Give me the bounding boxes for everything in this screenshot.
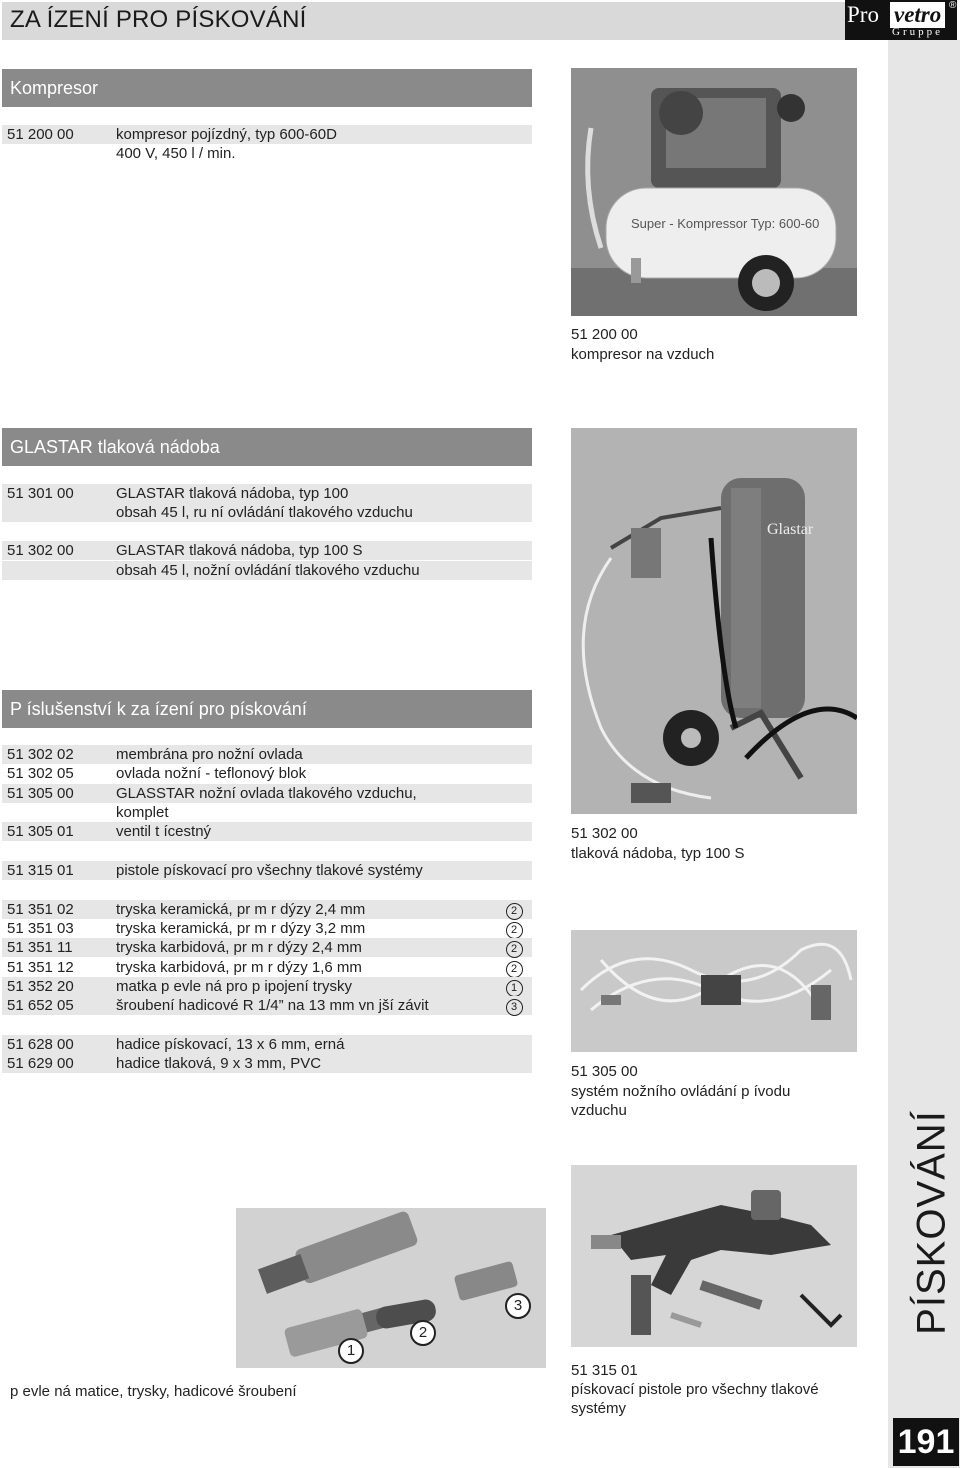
page-number: 191 — [893, 1418, 959, 1466]
pistol-caption-line1: pískovací pistole pro všechny tlakové — [571, 1381, 819, 1398]
table-row: komplet — [116, 804, 169, 821]
section-header-accessories: P íslušenství k za ízení pro pískování — [2, 690, 532, 728]
table-row: obsah 45 l, ru ní ovládání tlakového vzduchu — [2, 503, 532, 522]
compressor-photo — [571, 68, 857, 316]
pistol-caption-code: 51 315 01 — [571, 1362, 638, 1379]
compressor-label: Super - Kompressor Typ: 600-60 — [631, 216, 820, 231]
table-row: 51 305 00 GLASSTAR nožní ovlada tlakového vzduchu, — [2, 784, 532, 803]
logo-gruppe: Gruppe — [892, 26, 943, 38]
table-row: 51 629 00 hadice tlaková, 9 x 3 mm, PVC — [2, 1054, 532, 1073]
table-row: 51 200 00 kompresor pojízdný, typ 600-60D — [2, 125, 532, 144]
table-row: 51 302 05 ovlada nožní - teflonový blok — [7, 765, 307, 782]
fittings-photo — [236, 1208, 546, 1368]
fittings-caption: p evle ná matice, trysky, hadicové šroubení — [10, 1383, 297, 1400]
logo-vetro: vetro — [890, 2, 945, 28]
table-row: 51 351 12 tryska karbidová, pr m r dýzy 1,6 mm 2 — [2, 958, 532, 977]
part-marker: 3 — [505, 996, 523, 1016]
logo-registered: ® — [949, 0, 957, 11]
pistol-photo — [571, 1165, 857, 1347]
pedal-caption-line1: systém nožního ovládání p ívodu — [571, 1083, 791, 1100]
part-marker: 2 — [505, 900, 523, 920]
side-label: PÍSKOVÁNÍ — [909, 1110, 954, 1335]
table-row: 51 301 00 GLASTAR tlaková nádoba, typ 100 — [2, 484, 532, 503]
part-marker: 1 — [505, 977, 523, 997]
table-row: 51 352 20 matka p evle ná pro p ipojení trysky 1 — [2, 977, 532, 996]
compressor-caption-code: 51 200 00 — [571, 326, 638, 343]
table-row: obsah 45 l, nožní ovládání tlakového vzduchu — [2, 561, 532, 580]
provetro-logo — [845, 0, 957, 40]
part-marker: 2 — [505, 919, 523, 939]
table-row: 51 351 03 tryska keramická, pr m r dýzy 3,2 mm 2 — [2, 919, 532, 938]
glastar-logo-text: Glastar — [767, 521, 814, 538]
table-row: 51 302 00 GLASTAR tlaková nádoba, typ 100 S — [2, 541, 532, 560]
section-header-glastar: GLASTAR tlaková nádoba — [2, 428, 532, 466]
pedal-caption-code: 51 305 00 — [571, 1063, 638, 1080]
table-row: 51 652 05 šroubení hadicové R 1/4” na 13 mm vn jší závit 3 — [2, 996, 532, 1015]
section-header-kompresor: Kompresor — [2, 69, 532, 107]
pedal-caption-line2: vzduchu — [571, 1102, 627, 1119]
page-title: ZA ÍZENÍ PRO PÍSKOVÁNÍ — [10, 6, 307, 33]
circle-label-1: 1 — [338, 1338, 364, 1364]
table-row: 51 351 02 tryska keramická, pr m r dýzy 2,4 mm 2 — [2, 900, 532, 919]
foot-pedal-photo — [571, 930, 857, 1052]
circle-label-2: 2 — [410, 1320, 436, 1346]
part-marker: 2 — [505, 958, 523, 978]
compressor-caption-text: kompresor na vzduch — [571, 346, 715, 363]
table-row: 51 302 02 membrána pro nožní ovlada — [2, 745, 532, 764]
table-row: 400 V, 450 l / min. — [116, 145, 236, 162]
part-marker: 2 — [505, 938, 523, 958]
logo-pro: Pro — [847, 2, 879, 27]
table-row: 51 628 00 hadice pískovací, 13 x 6 mm, erná — [2, 1035, 532, 1054]
table-row: 51 351 11 tryska karbidová, pr m r dýzy 2,4 mm 2 — [2, 938, 532, 957]
pistol-caption-line2: systémy — [571, 1400, 627, 1417]
pressure-vessel-photo — [571, 428, 857, 814]
vessel-caption-text: tlaková nádoba, typ 100 S — [571, 845, 745, 862]
circle-label-3: 3 — [505, 1293, 531, 1319]
vessel-caption-code: 51 302 00 — [571, 825, 638, 842]
table-row: 51 315 01 pistole pískovací pro všechny tlakové systémy — [2, 861, 532, 880]
table-row: 51 305 01 ventil t ícestný — [2, 822, 532, 841]
